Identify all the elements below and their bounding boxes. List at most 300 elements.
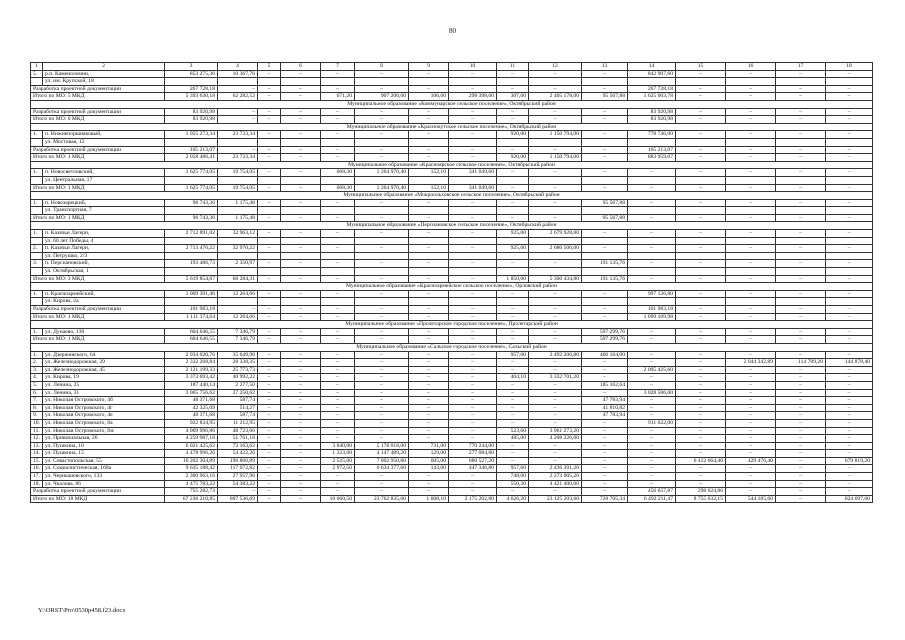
value-cell: 105 213,07: [165, 146, 218, 154]
value-cell: –: [628, 435, 676, 443]
value-cell: –: [321, 275, 355, 283]
empty-cell: [726, 298, 776, 306]
value-cell: 1 264 970,40: [355, 169, 409, 177]
value-cell: –: [258, 85, 281, 93]
value-cell: 957,60: [497, 465, 529, 473]
value-cell: 770 244,00: [449, 442, 497, 450]
empty-cell: [165, 176, 218, 184]
empty-cell: [449, 207, 497, 215]
value-cell: –: [726, 389, 776, 397]
value-cell: 731,00: [409, 442, 449, 450]
value-cell: –: [529, 450, 582, 458]
value-cell: –: [321, 374, 355, 382]
value-cell: –: [258, 435, 281, 443]
value-cell: –: [676, 93, 726, 101]
table-row: [31, 465, 873, 473]
empty-cell: [31, 252, 43, 260]
value-cell: –: [321, 214, 355, 222]
value-cell: 925,00: [497, 230, 529, 238]
empty-cell: [355, 176, 409, 184]
value-cell: –: [726, 199, 776, 207]
empty-cell: [409, 252, 449, 260]
value-cell: –: [726, 108, 776, 116]
value-cell: –: [409, 146, 449, 154]
value-cell: 4 259 987,18: [165, 435, 218, 443]
empty-cell: [258, 78, 281, 86]
value-cell: 117 072,82: [218, 465, 258, 473]
value-cell: 19 754,05: [218, 184, 258, 192]
empty-cell: [726, 237, 776, 245]
value-cell: 3 332 701,20: [529, 374, 582, 382]
value-cell: 1 150 794,00: [529, 131, 582, 139]
value-cell: –: [826, 275, 873, 283]
empty-cell: [409, 78, 449, 86]
value-cell: 755 282,73: [165, 488, 218, 496]
value-cell: 83 920,98: [628, 116, 676, 124]
value-cell: –: [826, 116, 873, 124]
empty-cell: [449, 78, 497, 86]
value-cell: –: [628, 397, 676, 405]
empty-cell: [449, 237, 497, 245]
empty-cell: [281, 268, 321, 276]
value-cell: –: [826, 442, 873, 450]
value-cell: 298 624,86: [676, 488, 726, 496]
address-cell: п. Персиановский,: [43, 260, 165, 268]
empty-cell: [321, 207, 355, 215]
row-number: 14.: [31, 450, 43, 458]
value-cell: –: [321, 397, 355, 405]
value-cell: –: [497, 328, 529, 336]
value-cell: 62 282,52: [218, 93, 258, 101]
value-cell: 7 346,79: [218, 328, 258, 336]
value-cell: –: [409, 473, 449, 481]
value-cell: –: [355, 473, 409, 481]
value-cell: –: [676, 427, 726, 435]
value-cell: –: [776, 435, 826, 443]
empty-cell: [31, 176, 43, 184]
value-cell: –: [726, 260, 776, 268]
municipality-heading: Муниципальное образование «Персиановское сельское поселение», Октябрьский район: [31, 222, 873, 230]
value-cell: –: [355, 131, 409, 139]
value-cell: –: [497, 260, 529, 268]
value-cell: –: [409, 275, 449, 283]
value-cell: 6 021 425,62: [165, 442, 218, 450]
empty-cell: [281, 176, 321, 184]
value-cell: 1 264 970,40: [355, 184, 409, 192]
value-cell: –: [258, 146, 281, 154]
value-cell: –: [321, 230, 355, 238]
value-cell: 152,10: [409, 184, 449, 192]
empty-cell: [281, 237, 321, 245]
value-cell: 748,00: [497, 473, 529, 481]
total-row: [31, 313, 873, 321]
value-cell: –: [321, 70, 355, 78]
value-cell: –: [497, 397, 529, 405]
row-number: 1.: [31, 230, 43, 238]
section-header-row: [31, 343, 873, 351]
value-cell: –: [321, 480, 355, 488]
value-cell: 605,00: [409, 457, 449, 465]
value-cell: –: [258, 70, 281, 78]
value-cell: –: [676, 359, 726, 367]
value-cell: –: [726, 214, 776, 222]
value-cell: –: [258, 374, 281, 382]
value-cell: –: [449, 245, 497, 253]
table-row: [31, 169, 873, 177]
value-cell: –: [676, 397, 726, 405]
row-number: 17.: [31, 473, 43, 481]
empty-cell: [218, 78, 258, 86]
value-cell: 10 367,76: [218, 70, 258, 78]
row-label: Разработка проектной документации: [31, 488, 165, 496]
value-cell: –: [582, 313, 628, 321]
value-cell: 6 634 377,60: [355, 465, 409, 473]
value-cell: –: [726, 488, 776, 496]
row-number: 1.: [31, 169, 43, 177]
empty-cell: [776, 207, 826, 215]
value-cell: –: [281, 70, 321, 78]
value-cell: –: [529, 389, 582, 397]
value-cell: –: [582, 70, 628, 78]
value-cell: –: [355, 199, 409, 207]
value-cell: –: [258, 465, 281, 473]
value-cell: –: [726, 313, 776, 321]
value-cell: –: [258, 306, 281, 314]
empty-cell: [628, 268, 676, 276]
value-cell: –: [449, 70, 497, 78]
value-cell: –: [321, 154, 355, 162]
table-row: [31, 419, 873, 427]
value-cell: –: [726, 70, 776, 78]
value-cell: –: [449, 404, 497, 412]
value-cell: –: [497, 313, 529, 321]
value-cell: –: [449, 397, 497, 405]
value-cell: –: [776, 306, 826, 314]
value-cell: –: [449, 230, 497, 238]
row-label: Итого по МО: 1 МКД: [31, 154, 165, 162]
table-row: [31, 457, 873, 465]
empty-cell: [826, 268, 873, 276]
value-cell: 5 178 018,00: [355, 442, 409, 450]
value-cell: –: [258, 427, 281, 435]
value-cell: –: [281, 108, 321, 116]
value-cell: –: [726, 381, 776, 389]
value-cell: –: [281, 116, 321, 124]
value-cell: –: [726, 131, 776, 139]
value-cell: –: [726, 427, 776, 435]
empty-cell: [529, 176, 582, 184]
value-cell: –: [321, 245, 355, 253]
value-cell: –: [726, 397, 776, 405]
value-cell: –: [409, 230, 449, 238]
value-cell: –: [258, 336, 281, 344]
empty-cell: [676, 78, 726, 86]
value-cell: 23 125 203,60: [529, 495, 582, 503]
empty-cell: [497, 138, 529, 146]
value-cell: 671,20: [321, 93, 355, 101]
value-cell: 54 422,26: [218, 450, 258, 458]
value-cell: –: [449, 131, 497, 139]
value-cell: –: [676, 389, 726, 397]
value-cell: –: [281, 366, 321, 374]
value-cell: –: [497, 169, 529, 177]
empty-cell: [449, 268, 497, 276]
value-cell: –: [628, 351, 676, 359]
value-cell: 83 920,98: [165, 108, 218, 116]
value-cell: 193 486,73: [165, 260, 218, 268]
value-cell: –: [628, 374, 676, 382]
value-cell: –: [529, 70, 582, 78]
value-cell: –: [676, 313, 726, 321]
value-cell: –: [409, 336, 449, 344]
column-number-cell: 16: [726, 63, 776, 71]
empty-cell: [409, 176, 449, 184]
value-cell: –: [409, 389, 449, 397]
value-cell: –: [529, 306, 582, 314]
value-cell: –: [281, 465, 321, 473]
value-cell: –: [826, 412, 873, 420]
value-cell: –: [628, 199, 676, 207]
value-cell: –: [258, 404, 281, 412]
value-cell: –: [409, 397, 449, 405]
value-cell: –: [355, 116, 409, 124]
address-continuation-row: [31, 298, 873, 306]
value-cell: –: [676, 131, 726, 139]
value-cell: –: [449, 488, 497, 496]
value-cell: –: [582, 473, 628, 481]
value-cell: –: [281, 442, 321, 450]
value-cell: –: [449, 366, 497, 374]
value-cell: 48 371,68: [165, 397, 218, 405]
table-row: [31, 442, 873, 450]
value-cell: –: [628, 169, 676, 177]
value-cell: –: [529, 184, 582, 192]
page-number: 80: [449, 27, 456, 35]
value-cell: 48 371,68: [165, 412, 218, 420]
value-cell: –: [628, 442, 676, 450]
value-cell: 267 728,18: [628, 85, 676, 93]
address-cell: ул. Дзержинского, 64: [43, 351, 165, 359]
value-cell: 604 646,55: [165, 336, 218, 344]
value-cell: 7 802 950,80: [355, 457, 409, 465]
value-cell: –: [321, 412, 355, 420]
row-number: 6.: [31, 389, 43, 397]
value-cell: 404,10: [497, 374, 529, 382]
value-cell: –: [409, 374, 449, 382]
table-row: [31, 389, 873, 397]
empty-cell: [497, 268, 529, 276]
value-cell: –: [826, 214, 873, 222]
value-cell: –: [826, 351, 873, 359]
address-cell: ул. Центральная, 17: [43, 176, 165, 184]
value-cell: 2 972,50: [321, 465, 355, 473]
value-cell: –: [321, 260, 355, 268]
value-cell: –: [281, 306, 321, 314]
empty-cell: [676, 207, 726, 215]
value-cell: –: [529, 199, 582, 207]
address-cell: ул. Железнодорожная, 45: [43, 366, 165, 374]
value-cell: 957,60: [497, 351, 529, 359]
capital-repair-table: [30, 62, 873, 503]
value-cell: –: [826, 427, 873, 435]
value-cell: –: [497, 450, 529, 458]
value-cell: –: [676, 214, 726, 222]
value-cell: –: [676, 116, 726, 124]
value-cell: –: [321, 108, 355, 116]
value-cell: 668,30: [321, 169, 355, 177]
empty-cell: [218, 298, 258, 306]
empty-cell: [218, 207, 258, 215]
value-cell: –: [628, 473, 676, 481]
empty-cell: [281, 78, 321, 86]
column-number-cell: 15: [676, 63, 726, 71]
empty-cell: [529, 78, 582, 86]
value-cell: –: [676, 70, 726, 78]
value-cell: 807 536,69: [218, 495, 258, 503]
empty-cell: [258, 176, 281, 184]
row-label: Разработка проектной документации: [31, 85, 165, 93]
value-cell: –: [497, 85, 529, 93]
row-number: 15.: [31, 457, 43, 465]
value-cell: –: [497, 290, 529, 298]
empty-cell: [628, 138, 676, 146]
value-cell: –: [497, 419, 529, 427]
value-cell: 514,27: [218, 404, 258, 412]
value-cell: –: [826, 419, 873, 427]
value-cell: –: [281, 419, 321, 427]
value-cell: –: [355, 70, 409, 78]
value-cell: –: [529, 419, 582, 427]
table-row: [31, 199, 873, 207]
value-cell: –: [449, 313, 497, 321]
value-cell: 32 963,12: [218, 230, 258, 238]
value-cell: 67 236 210,85: [165, 495, 218, 503]
value-cell: 680 527,20: [449, 457, 497, 465]
empty-cell: [582, 138, 628, 146]
value-cell: –: [321, 488, 355, 496]
value-cell: –: [355, 85, 409, 93]
value-cell: –: [776, 70, 826, 78]
value-cell: –: [321, 366, 355, 374]
value-cell: –: [826, 404, 873, 412]
value-cell: –: [409, 359, 449, 367]
empty-cell: [726, 207, 776, 215]
value-cell: –: [776, 366, 826, 374]
value-cell: 96 743,36: [165, 199, 218, 207]
value-cell: 997 126,80: [628, 290, 676, 298]
column-number-cell: 1: [31, 63, 43, 71]
value-cell: 2 121 199,33: [165, 366, 218, 374]
value-cell: –: [449, 480, 497, 488]
value-cell: 191 135,76: [582, 260, 628, 268]
value-cell: 129,00: [409, 450, 449, 458]
municipality-heading: Муниципальное образование «Краснокутское сельское поселение», Октябрьский район: [31, 123, 873, 131]
empty-cell: [676, 176, 726, 184]
value-cell: –: [826, 245, 873, 253]
empty-cell: [497, 237, 529, 245]
value-cell: –: [321, 328, 355, 336]
value-cell: –: [409, 412, 449, 420]
column-number-cell: 13: [582, 63, 628, 71]
value-cell: 2 332 268,84: [165, 359, 218, 367]
address-cell: ул. Пушкина, 15: [43, 450, 165, 458]
value-cell: –: [355, 260, 409, 268]
value-cell: –: [449, 359, 497, 367]
value-cell: –: [582, 146, 628, 154]
value-cell: –: [726, 473, 776, 481]
empty-cell: [218, 252, 258, 260]
value-cell: –: [676, 336, 726, 344]
row-number: 3.: [31, 260, 43, 268]
row-number: 1.: [31, 328, 43, 336]
empty-cell: [676, 237, 726, 245]
value-cell: –: [497, 70, 529, 78]
value-cell: –: [281, 169, 321, 177]
value-cell: 2 273 005,20: [529, 473, 582, 481]
value-cell: 1 009 391,46: [165, 290, 218, 298]
value-cell: –: [321, 336, 355, 344]
value-cell: –: [582, 116, 628, 124]
value-cell: –: [628, 275, 676, 283]
empty-cell: [497, 207, 529, 215]
value-cell: –: [355, 488, 409, 496]
value-cell: –: [826, 306, 873, 314]
value-cell: 3 961 273,20: [529, 427, 582, 435]
empty-cell: [582, 207, 628, 215]
value-cell: 883 959,07: [628, 154, 676, 162]
table-row: [31, 366, 873, 374]
value-cell: 54 383,22: [218, 480, 258, 488]
value-cell: –: [726, 306, 776, 314]
row-number: 4.: [31, 374, 43, 382]
value-cell: 2 712 891,02: [165, 230, 218, 238]
value-cell: –: [676, 328, 726, 336]
empty-cell: [776, 138, 826, 146]
value-cell: –: [449, 214, 497, 222]
address-continuation-row: [31, 207, 873, 215]
table-row: [31, 450, 873, 458]
value-cell: 28 338,35: [218, 359, 258, 367]
value-cell: –: [529, 442, 582, 450]
value-cell: –: [726, 351, 776, 359]
value-cell: 4 009 996,86: [165, 427, 218, 435]
value-cell: –: [582, 480, 628, 488]
value-cell: 23 733,34: [218, 131, 258, 139]
value-cell: –: [529, 328, 582, 336]
address-cell: п. Нижнепоршняковый,: [43, 131, 165, 139]
row-label: Разработка проектной документации: [31, 146, 165, 154]
value-cell: –: [726, 184, 776, 192]
value-cell: –: [258, 457, 281, 465]
value-cell: –: [281, 184, 321, 192]
value-cell: –: [776, 93, 826, 101]
municipality-heading: Муниципальное образование «Красноармейское сельское поселение», Орловский район: [31, 283, 873, 291]
value-cell: –: [218, 108, 258, 116]
value-cell: –: [258, 366, 281, 374]
value-cell: –: [281, 131, 321, 139]
value-cell: 2 350,97: [218, 260, 258, 268]
value-cell: –: [529, 290, 582, 298]
value-cell: –: [628, 359, 676, 367]
table-row: [31, 70, 873, 78]
municipality-heading: Муниципальное образование «Коммунарское сельское поселение», Октябрьский район: [31, 100, 873, 108]
value-cell: –: [726, 328, 776, 336]
value-cell: –: [258, 412, 281, 420]
value-cell: –: [281, 381, 321, 389]
value-cell: 824 697,60: [826, 495, 873, 503]
value-cell: 456 657,87: [628, 488, 676, 496]
value-cell: –: [258, 313, 281, 321]
